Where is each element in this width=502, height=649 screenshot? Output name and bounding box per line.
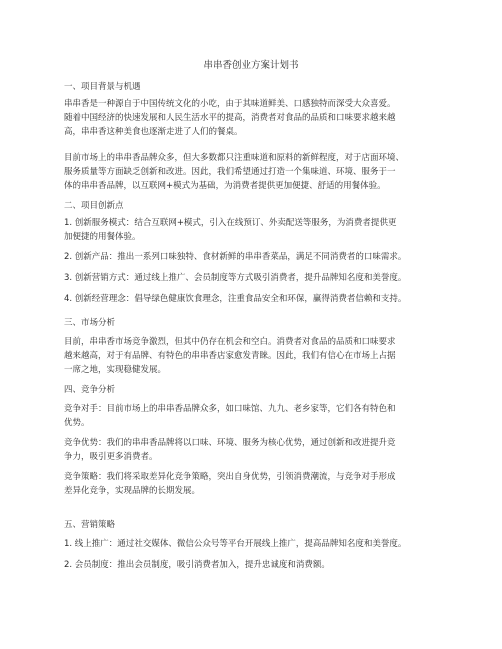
text-line: 加便捷的用餐体验。 (64, 231, 141, 242)
section-heading-background: 一、项目背景与机遇 (64, 82, 141, 92)
text-line: 目前市场上的串串香品牌众多，但大多数都只注重味道和原料的新鲜程度，对于店面环境、 (64, 153, 405, 163)
text-line: 1. 创新服务模式：结合互联网+模式，引入在线预订、外卖配送等服务，为消费者提供更 (64, 218, 397, 228)
text-line: 串串香是一种源自于中国传统文化的小吃，由于其味道鲜美、口感独特而深受大众喜爱。 (64, 99, 396, 109)
paragraph-background (64, 98, 459, 139)
list-item-innovation-1 (64, 217, 459, 245)
section-heading-market: 三、市场分析 (64, 318, 116, 328)
text-line: 高，串串香这种美食也逐渐走进了人们的餐桌。 (64, 126, 243, 137)
text-line: 竞争对手：目前市场上的串串香品牌众多，如口味馆、九九、老乡家等，它们各有特色和 (64, 404, 396, 414)
list-item-marketing-2: 2. 会员制度：推出会员制度，吸引消费者加入，提升忠诚度和消费额。 (64, 560, 330, 570)
text-line: 体的串串香品牌，以互联网+模式为基础，为消费者提供更加便捷、舒适的用餐体验。 (64, 180, 386, 191)
paragraph-strategy (64, 471, 459, 499)
section-heading-marketing: 五、营销策略 (64, 520, 116, 530)
text-line: 争力，吸引更多消费者。 (64, 451, 158, 462)
list-item-innovation-3: 3. 创新营销方式：通过线上推广、会员制度等方式吸引消费者，提升品牌知名度和美誉度。 (64, 273, 407, 283)
text-line: 差异化竞争，实现品牌的长期发展。 (64, 485, 201, 496)
section-heading-competition: 四、竞争分析 (64, 385, 116, 395)
paragraph-advantage (64, 437, 459, 465)
paragraph-market-analysis (64, 336, 459, 377)
paragraph-market-status (64, 152, 459, 193)
text-line: 随着中国经济的快速发展和人民生活水平的提高，消费者对食品的品质和口味要求越来越 (64, 112, 396, 123)
section-heading-innovation: 二、项目创新点 (64, 201, 124, 211)
text-line: 竞争优势：我们的串串香品牌将以口味、环境、服务为核心优势，通过创新和改进提升竞 (64, 438, 396, 448)
text-line: 服务质量等方面缺乏创新和改进。因此，我们希望通过打造一个集味道、环境、服务于一 (64, 166, 396, 177)
paragraph-competitors (64, 403, 459, 431)
list-item-innovation-2: 2. 创新产品：推出一系列口味独特、食材新鲜的串串香菜品，满足不同消费者的口味需求。 (64, 252, 407, 262)
text-line: 优势。 (64, 417, 90, 428)
text-line: 目前，串串香市场竞争激烈，但其中仍存在机会和空白。消费者对食品的品质和口味要求 (64, 337, 396, 347)
text-line: 竞争策略：我们将采取差异化竞争策略，突出自身优势，引领消费潮流，与竞争对手形成 (64, 472, 396, 482)
document-title: 串串香创业方案计划书 (203, 60, 299, 71)
text-line: 越来越高，对于有品牌、有特色的串串香店家愈发青睐。因此，我们有信心在市场上占据 (64, 350, 396, 361)
list-item-marketing-1: 1. 线上推广：通过社交媒体、微信公众号等平台开展线上推广，提高品牌知名度和美誉度。 (64, 539, 407, 549)
list-item-innovation-4: 4. 创新经营理念：倡导绿色健康饮食理念，注重食品安全和环保，赢得消费者信赖和支持。 (64, 294, 407, 304)
text-line: 一席之地，实现稳健发展。 (64, 364, 167, 375)
